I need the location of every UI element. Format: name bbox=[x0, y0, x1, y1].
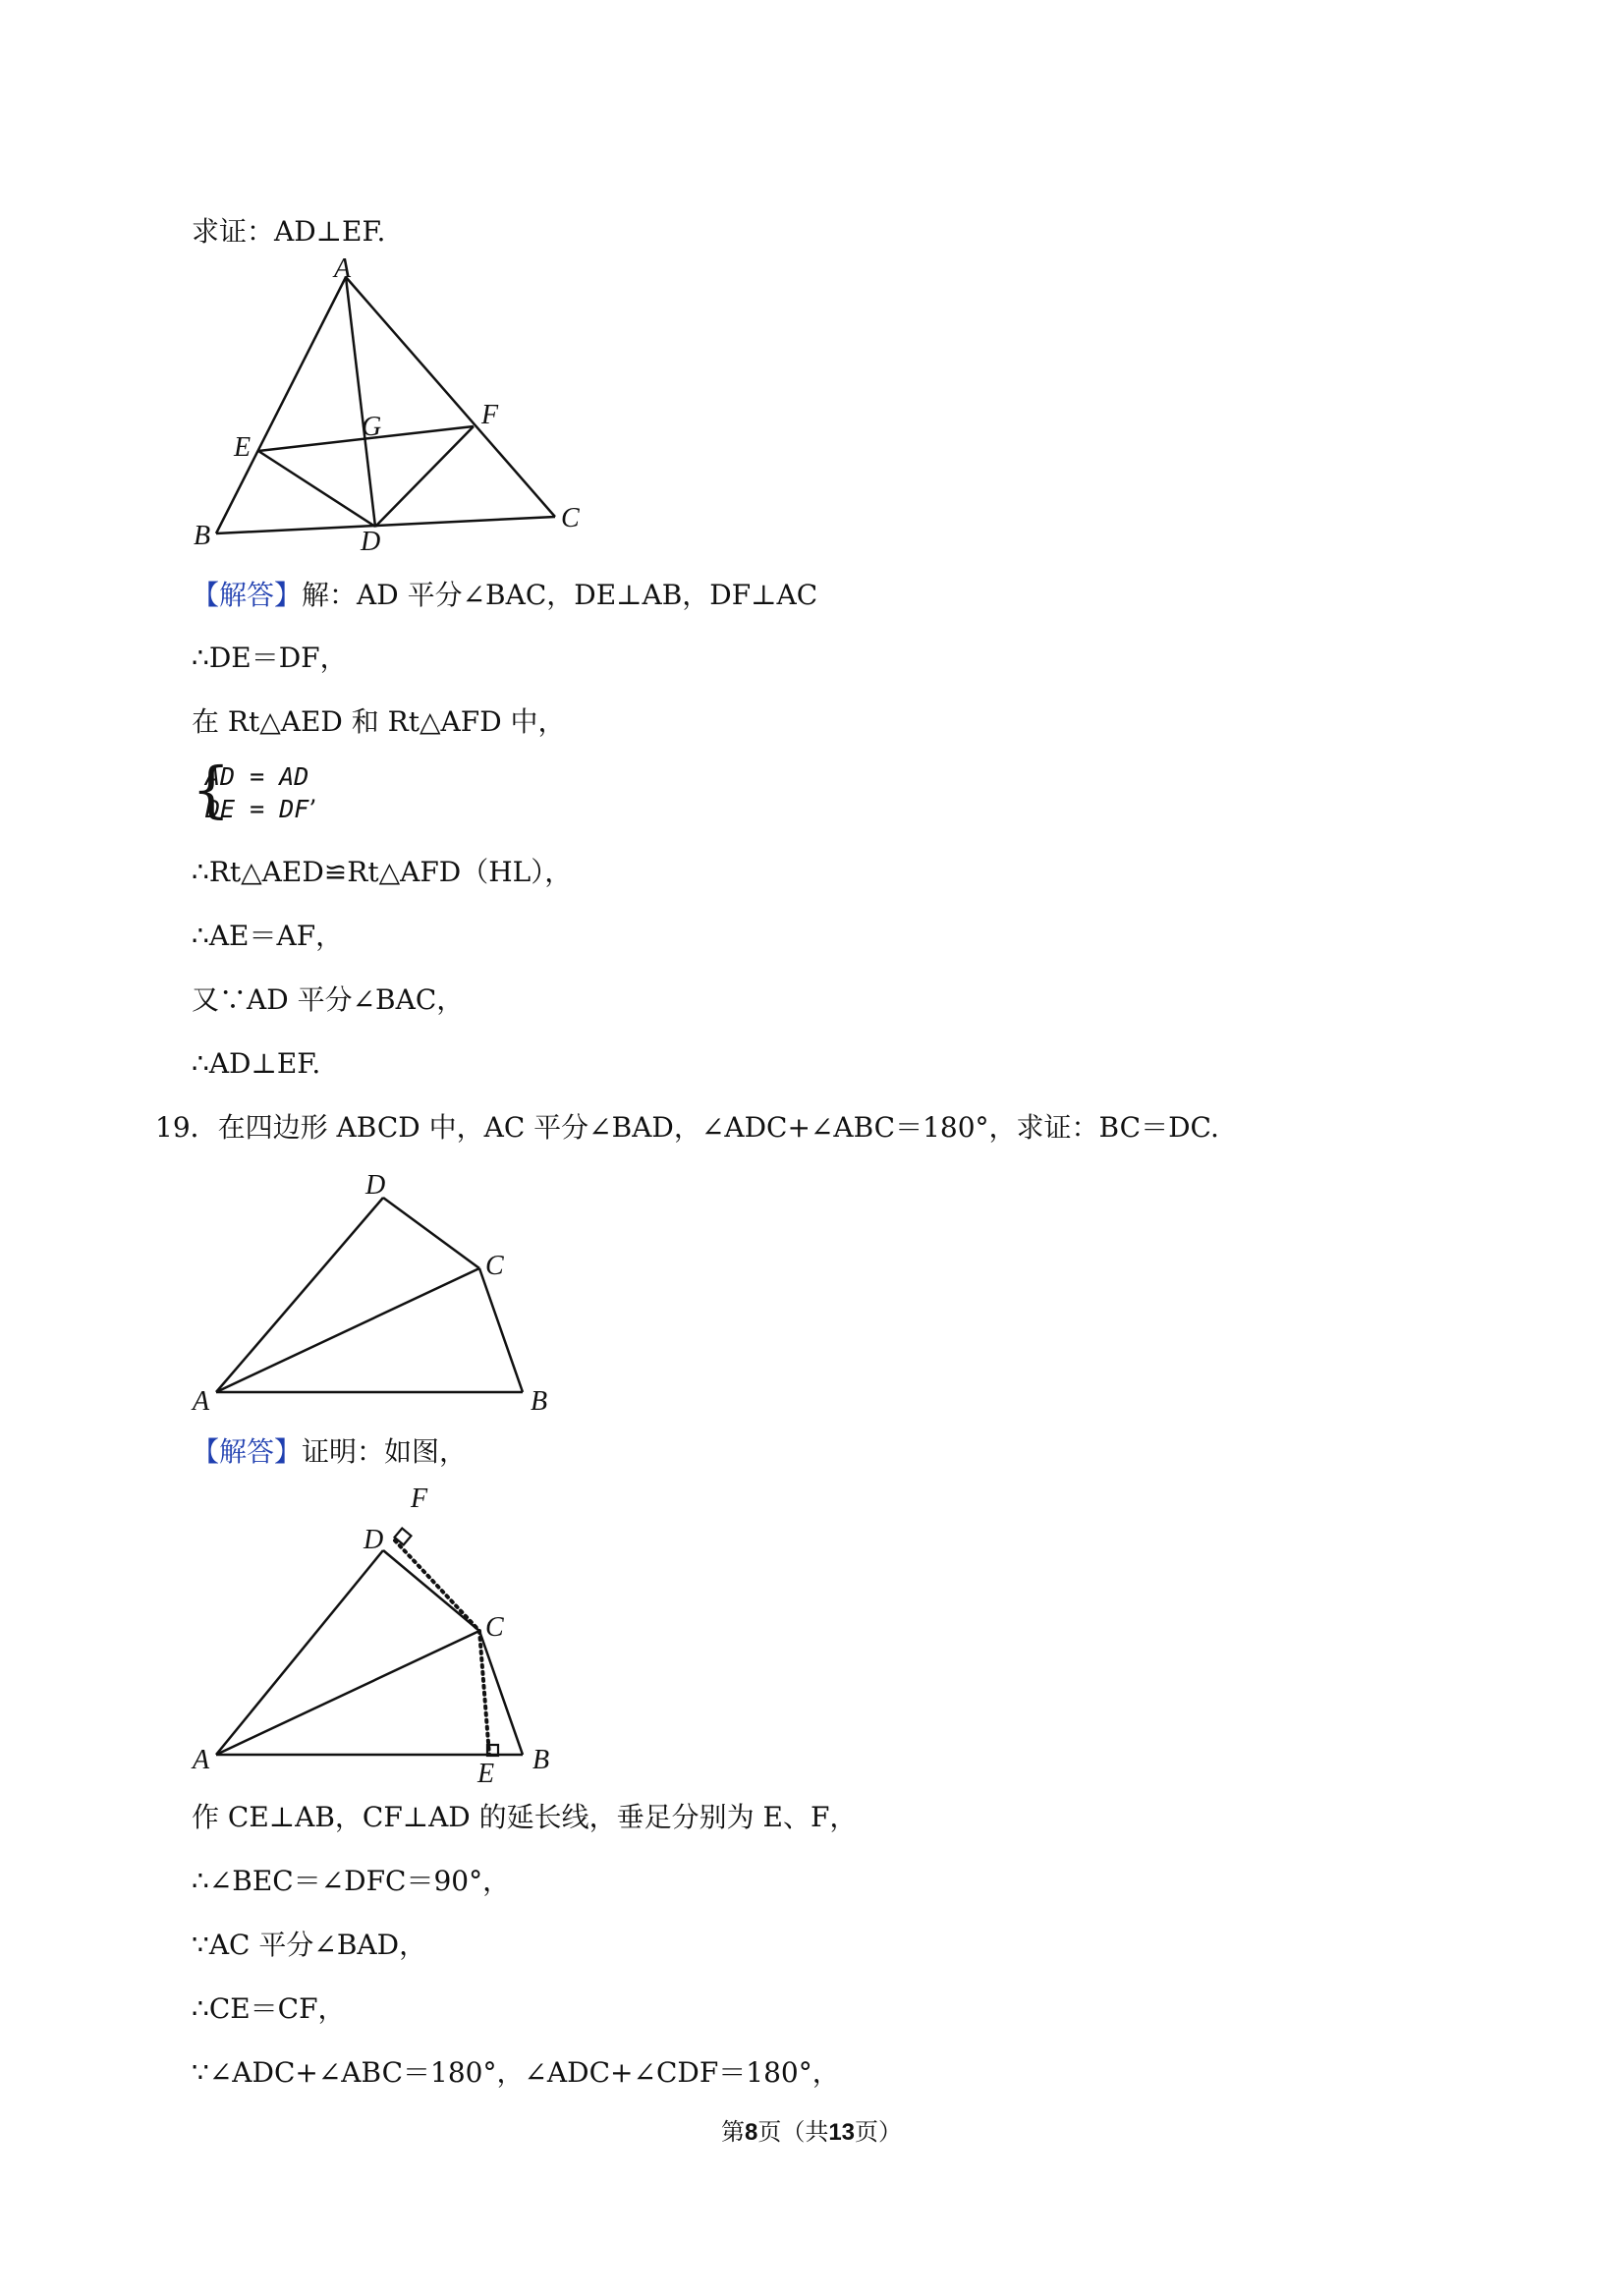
fig2-label-d: D bbox=[365, 1170, 386, 1201]
solution-19-line-4: ∵AC 平分∠BAD， bbox=[192, 1929, 427, 1961]
fig1-label-e: E bbox=[234, 432, 252, 463]
solution-line-2: ∴DE＝DF， bbox=[192, 642, 348, 674]
fig3-label-b: B bbox=[532, 1745, 550, 1775]
fig3-label-d: D bbox=[364, 1525, 384, 1555]
solution-line-1: 【解答】解：AD 平分∠BAC，DE⊥AB，DF⊥AC bbox=[192, 579, 818, 611]
solution-19-line-5: ∴CE＝CF， bbox=[192, 1992, 346, 2025]
solution-line-5: ∴AE＝AF， bbox=[192, 920, 344, 952]
fig2-label-c: C bbox=[485, 1251, 504, 1281]
fig1-label-f: F bbox=[481, 400, 499, 430]
solution-19-line-2: 作 CE⊥AB，CF⊥AD 的延长线，垂足分别为 E、F， bbox=[192, 1801, 858, 1833]
fig1-label-g: G bbox=[362, 412, 382, 442]
page-footer: 第8页（共13页） bbox=[720, 2118, 903, 2146]
solution-19-line-3: ∴∠BEC＝∠DFC＝90°， bbox=[192, 1865, 511, 1897]
figure-quadrilateral-abcd bbox=[187, 1164, 580, 1420]
equation-system bbox=[192, 754, 317, 825]
solution-line-7: ∴AD⊥EF. bbox=[192, 1047, 321, 1080]
fig3-label-f: F bbox=[411, 1484, 428, 1514]
left-brace: { bbox=[192, 754, 231, 825]
question-text: 在四边形 ABCD 中，AC 平分∠BAD，∠ADC+∠ABC＝180°，求证：BC＝DC. bbox=[217, 1111, 1219, 1144]
current-page: 8 bbox=[744, 2119, 758, 2146]
solution-line-6: 又∵AD 平分∠BAC， bbox=[192, 983, 465, 1016]
question-19 bbox=[155, 1110, 1219, 1146]
solution-19-line-6: ∵∠ADC+∠ABC＝180°，∠ADC+∠CDF＝180°， bbox=[192, 2056, 840, 2089]
solution-line-4: ∴Rt△AED≌Rt△AFD（HL）， bbox=[192, 856, 573, 888]
equation-row-1: AD = AD bbox=[205, 762, 309, 791]
equation-row-2: DE = DF’ bbox=[205, 795, 317, 823]
fig1-label-c: C bbox=[561, 503, 580, 533]
fig1-label-d: D bbox=[361, 527, 381, 557]
figure-triangle-abc bbox=[194, 253, 614, 558]
fig1-label-a: A bbox=[334, 253, 352, 284]
solution-19-line-1: 【解答】证明：如图， bbox=[192, 1435, 468, 1468]
fig3-label-e: E bbox=[477, 1759, 495, 1789]
answer-tag-2: 【解答】 bbox=[192, 1435, 303, 1468]
answer-tag: 【解答】 bbox=[192, 579, 303, 611]
fig2-label-a: A bbox=[193, 1386, 210, 1417]
question-number: 19． bbox=[155, 1111, 218, 1144]
solution-line-3: 在 Rt△AED 和 Rt△AFD 中， bbox=[192, 705, 566, 738]
fig3-label-c: C bbox=[485, 1612, 504, 1643]
figure-construction-cef bbox=[187, 1484, 580, 1788]
total-pages: 13 bbox=[828, 2119, 856, 2146]
fig2-label-b: B bbox=[531, 1386, 548, 1417]
fig1-label-b: B bbox=[194, 521, 211, 551]
fig3-label-a: A bbox=[193, 1745, 210, 1775]
prove-statement: 求证：AD⊥EF. bbox=[192, 215, 386, 248]
